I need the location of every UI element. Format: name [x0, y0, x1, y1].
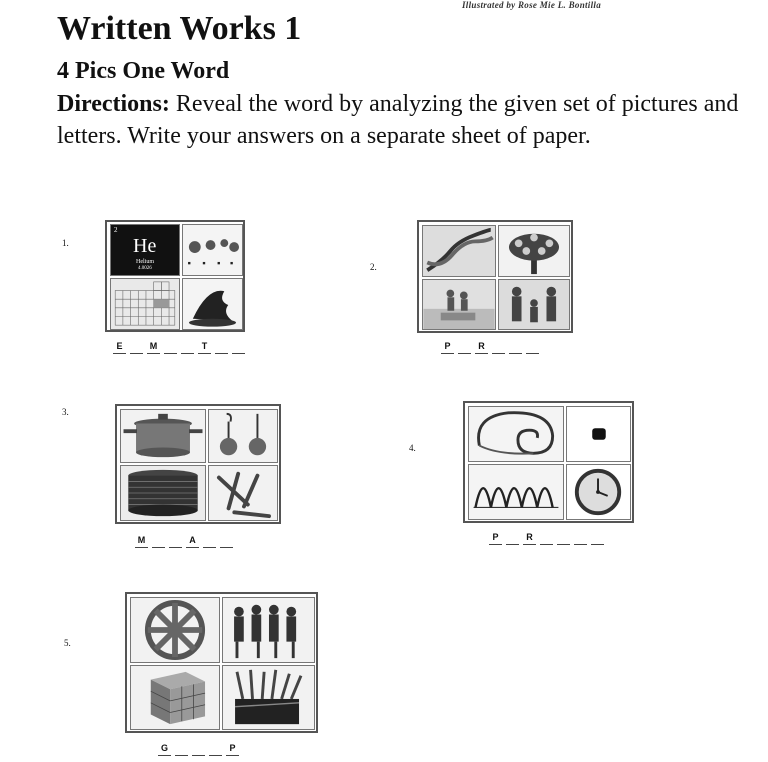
helium-element-card — [110, 224, 180, 276]
svg-text:■: ■ — [217, 261, 221, 267]
answer-blank — [506, 530, 519, 545]
activity-subtitle: 4 Pics One Word — [57, 58, 230, 84]
item-number: 1. — [62, 238, 69, 248]
svg-text:■: ■ — [230, 261, 234, 267]
directions-label: Directions: — [57, 91, 170, 117]
he-mass: 4.0026 — [138, 266, 152, 271]
given-letter-blank: M — [147, 339, 160, 354]
clock-image — [566, 464, 631, 520]
spiral-shell-image — [468, 406, 564, 462]
svg-text:■: ■ — [202, 261, 206, 267]
people-wheel-image — [130, 597, 220, 663]
oil-spill-bird-image — [182, 278, 243, 330]
given-letter-blank: A — [186, 533, 199, 548]
given-letter-blank: P — [441, 339, 454, 354]
picture-panel-3 — [115, 404, 281, 524]
given-letter-blank: P — [226, 741, 239, 756]
he-number: 2 — [114, 226, 118, 234]
nails-and-bolts-image — [208, 465, 278, 521]
answer-blank — [130, 339, 143, 354]
answer-blank — [232, 339, 245, 354]
pendant-earrings-image — [208, 409, 278, 463]
group-of-friends-image — [222, 597, 315, 663]
illustrator-credit: Illustrated by Rose Mie L. Bontilla — [462, 0, 602, 10]
given-letter-blank: R — [475, 339, 488, 354]
family-picnic-image — [422, 279, 496, 330]
cooking-pot-image — [120, 409, 206, 463]
answer-blank — [169, 533, 182, 548]
answer-blank — [175, 741, 188, 756]
he-name: Helium — [136, 259, 154, 265]
answer-blank — [458, 339, 471, 354]
picture-panel-1 — [105, 220, 245, 332]
item-number: 2. — [370, 262, 377, 272]
answer-blank — [152, 533, 165, 548]
directions — [57, 88, 757, 152]
given-letter-blank: M — [135, 533, 148, 548]
answer-blank — [203, 533, 216, 548]
dna-helix-image — [422, 225, 496, 277]
answer-blanks-2 — [441, 339, 539, 354]
answer-blanks-1 — [113, 339, 245, 354]
sine-wave-image — [468, 464, 564, 520]
atom-models-image — [182, 224, 243, 276]
family-tree-image — [498, 225, 570, 277]
black-dot-image — [566, 406, 631, 462]
answer-blanks-4 — [489, 530, 604, 545]
answer-blank — [557, 530, 570, 545]
coiled-wire-image — [120, 465, 206, 521]
picture-panel-4 — [463, 401, 634, 523]
answer-blanks-3 — [135, 533, 233, 548]
answer-blank — [540, 530, 553, 545]
periodic-table-image — [110, 278, 180, 330]
answer-blank — [220, 533, 233, 548]
he-symbol: He — [133, 235, 157, 257]
given-letter-blank: G — [158, 741, 171, 756]
answer-blank — [591, 530, 604, 545]
answer-blank — [492, 339, 505, 354]
pencils-in-cup-image — [222, 665, 315, 730]
picture-panel-2 — [417, 220, 573, 333]
answer-blank — [181, 339, 194, 354]
answer-blank — [209, 741, 222, 756]
parents-and-child-image — [498, 279, 570, 330]
picture-panel-5 — [125, 592, 318, 733]
item-number: 5. — [64, 638, 71, 648]
directions-text: Reveal the word by analyzing the given set of pictures and letters. Write your answers on a separate sheet of paper. — [57, 91, 739, 149]
given-letter-blank: E — [113, 339, 126, 354]
page-title: Written Works 1 — [57, 10, 302, 47]
given-letter-blank: P — [489, 530, 502, 545]
given-letter-blank: R — [523, 530, 536, 545]
answer-blank — [215, 339, 228, 354]
answer-blank — [509, 339, 522, 354]
answer-blanks-5 — [158, 741, 239, 756]
item-number: 3. — [62, 407, 69, 417]
answer-blank — [164, 339, 177, 354]
given-letter-blank: T — [198, 339, 211, 354]
answer-blank — [192, 741, 205, 756]
stacked-cubes-image — [130, 665, 220, 730]
answer-blank — [526, 339, 539, 354]
answer-blank — [574, 530, 587, 545]
svg-text:■: ■ — [187, 261, 191, 267]
item-number: 4. — [409, 443, 416, 453]
